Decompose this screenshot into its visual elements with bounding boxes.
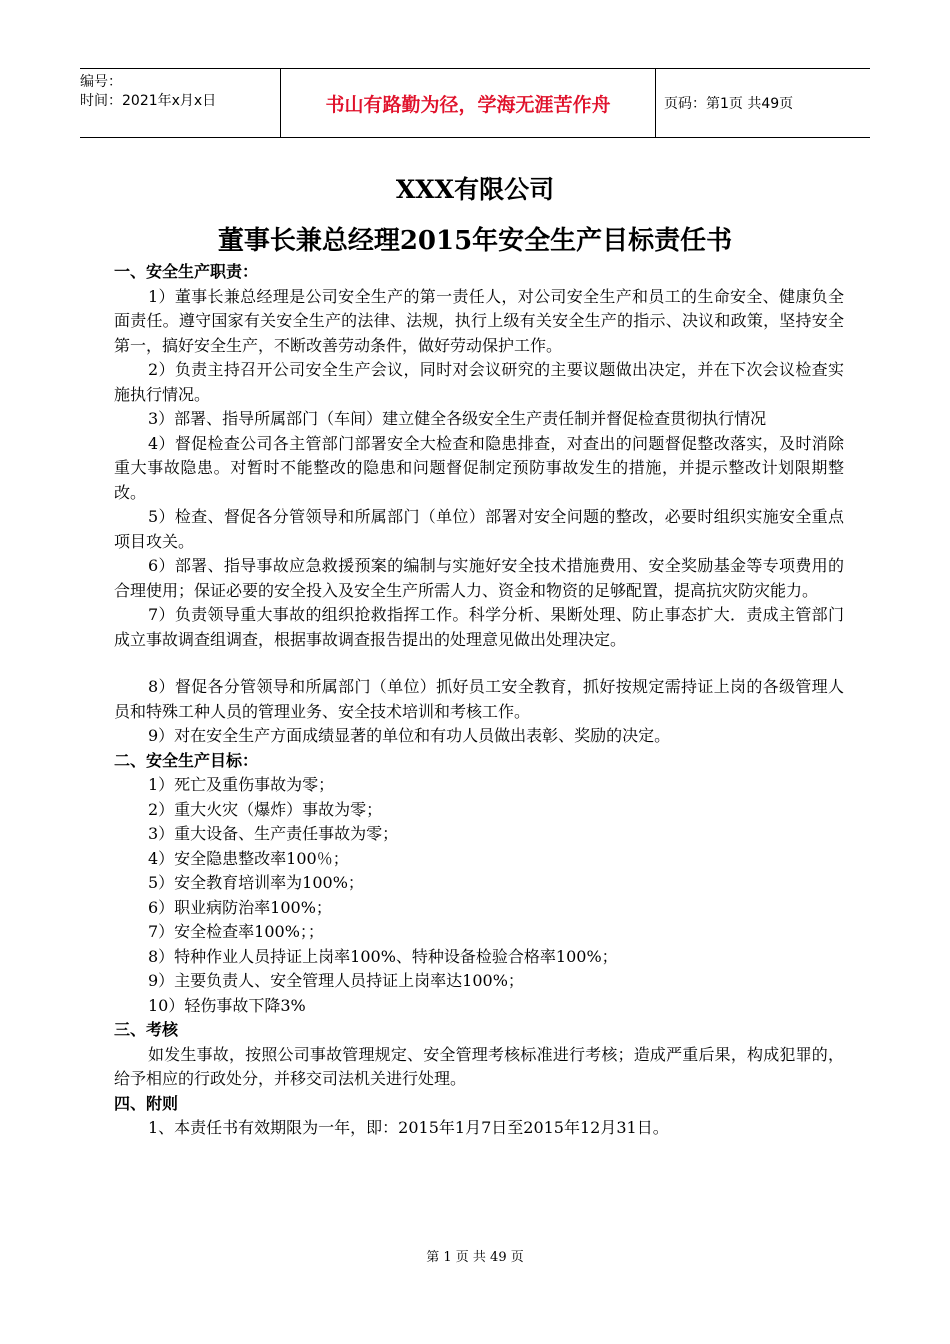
target-item: 5）安全教育培训率为100%； bbox=[148, 873, 364, 892]
target-item: 10）轻伤事故下降3% bbox=[148, 995, 306, 1015]
duty-paragraph: 5）检查、督促各分管领导和所属部门（单位）部署对安全问题的整改，必要时组织实施安全重点项目攻关。 bbox=[114, 507, 844, 551]
target-item: 2）重大火灾（爆炸）事故为零； bbox=[148, 799, 383, 819]
blank-line bbox=[114, 652, 844, 675]
target-item: 7）安全检查率100%；； bbox=[148, 922, 324, 941]
header-page-info: 页码：第1页 共49页 bbox=[664, 96, 794, 112]
duty-paragraph: 4）督促检查公司各主管部门部署安全大检查和隐患排查，对查出的问题督促整改落实，及时消除重大事故隐患。对暂时不能整改的隐患和问题督促制定预防事故发生的措施，并提示整改计划限期整改。 bbox=[114, 433, 844, 502]
duty-paragraph: 9）对在安全生产方面成绩显著的单位和有功人员做出表彰、奖励的决定。 bbox=[148, 726, 671, 745]
duty-paragraph: 1）董事长兼总经理是公司安全生产的第一责任人，对公司安全生产和员工的生命安全、健康负全面责任。遵守国家有关安全生产的法律、法规，执行上级有关安全生产的指示、决议和政策，坚持安全第一，搞好安全生产，不断改善劳动条件，做好劳动保护工作。 bbox=[114, 286, 844, 355]
duty-paragraph: 8）督促各分管领导和所属部门（单位）抓好员工安全教育，抓好按规定需持证上岗的各级管理人员和特殊工种人员的管理业务、安全技术培训和考核工作。 bbox=[114, 677, 844, 721]
section-heading-assessment: 三、考核 bbox=[114, 1020, 179, 1039]
header-motto: 书山有路勤为径，学海无涯苦作舟 bbox=[280, 69, 656, 137]
duty-paragraph: 6）部署、指导事故应急救援预案的编制与实施好安全技术措施费用、安全奖励基金等专项费用的合理使用；保证必要的安全投入及安全生产所需人力、资金和物资的足够配置，提高抗灾防灾能力。 bbox=[114, 556, 844, 600]
company-title: XXX有限公司 bbox=[395, 175, 555, 204]
section-heading-appendix: 四、附则 bbox=[114, 1093, 179, 1113]
number-label: 编号： bbox=[80, 74, 122, 90]
target-item: 4）安全隐患整改率100％； bbox=[148, 848, 349, 868]
page-footer: 第 1 页 共 49 页 bbox=[426, 1250, 524, 1265]
header-meta bbox=[80, 69, 280, 137]
target-item: 9）主要负责人、安全管理人员持证上岗率达100%； bbox=[148, 971, 524, 990]
document-body bbox=[114, 260, 844, 1141]
duty-paragraph: 7）负责领导重大事故的组织抢救指挥工作。科学分析、果断处理、防止事态扩大．责成主管部门成立事故调查组调查，根据事故调查报告提出的处理意见做出处理决定。 bbox=[114, 605, 844, 649]
appendix-paragraph: 1、本责任书有效期限为一年，即：2015年1月7日至2015年12月31日。 bbox=[148, 1118, 669, 1137]
assessment-paragraph: 如发生事故，按照公司事故管理规定、安全管理考核标准进行考核；造成严重后果，构成犯罪的，给予相应的行政处分，并移交司法机关进行处理。 bbox=[114, 1044, 844, 1088]
section-heading-targets: 二、安全生产目标： bbox=[114, 750, 259, 770]
duty-paragraph: 3）部署、指导所属部门（车间）建立健全各级安全生产责任制并督促检查贯彻执行情况 bbox=[148, 409, 767, 428]
duty-paragraph: 2）负责主持召开公司安全生产会议，同时对会议研究的主要议题做出决定，并在下次会议检查实施执行情况。 bbox=[114, 360, 844, 404]
time-label: 时间：2021年x月x日 bbox=[80, 93, 217, 109]
target-item: 3）重大设备、生产责任事故为零； bbox=[148, 824, 399, 843]
document-title: 董事长兼总经理2015年安全生产目标责任书 bbox=[217, 226, 733, 256]
page-header bbox=[80, 68, 870, 138]
target-item: 6）职业病防治率100%； bbox=[148, 897, 332, 917]
target-item: 8）特种作业人员持证上岗率100%、特种设备检验合格率100%； bbox=[148, 946, 618, 966]
section-heading-duties: 一、安全生产职责： bbox=[114, 262, 259, 281]
target-item: 1）死亡及重伤事故为零； bbox=[148, 775, 335, 794]
